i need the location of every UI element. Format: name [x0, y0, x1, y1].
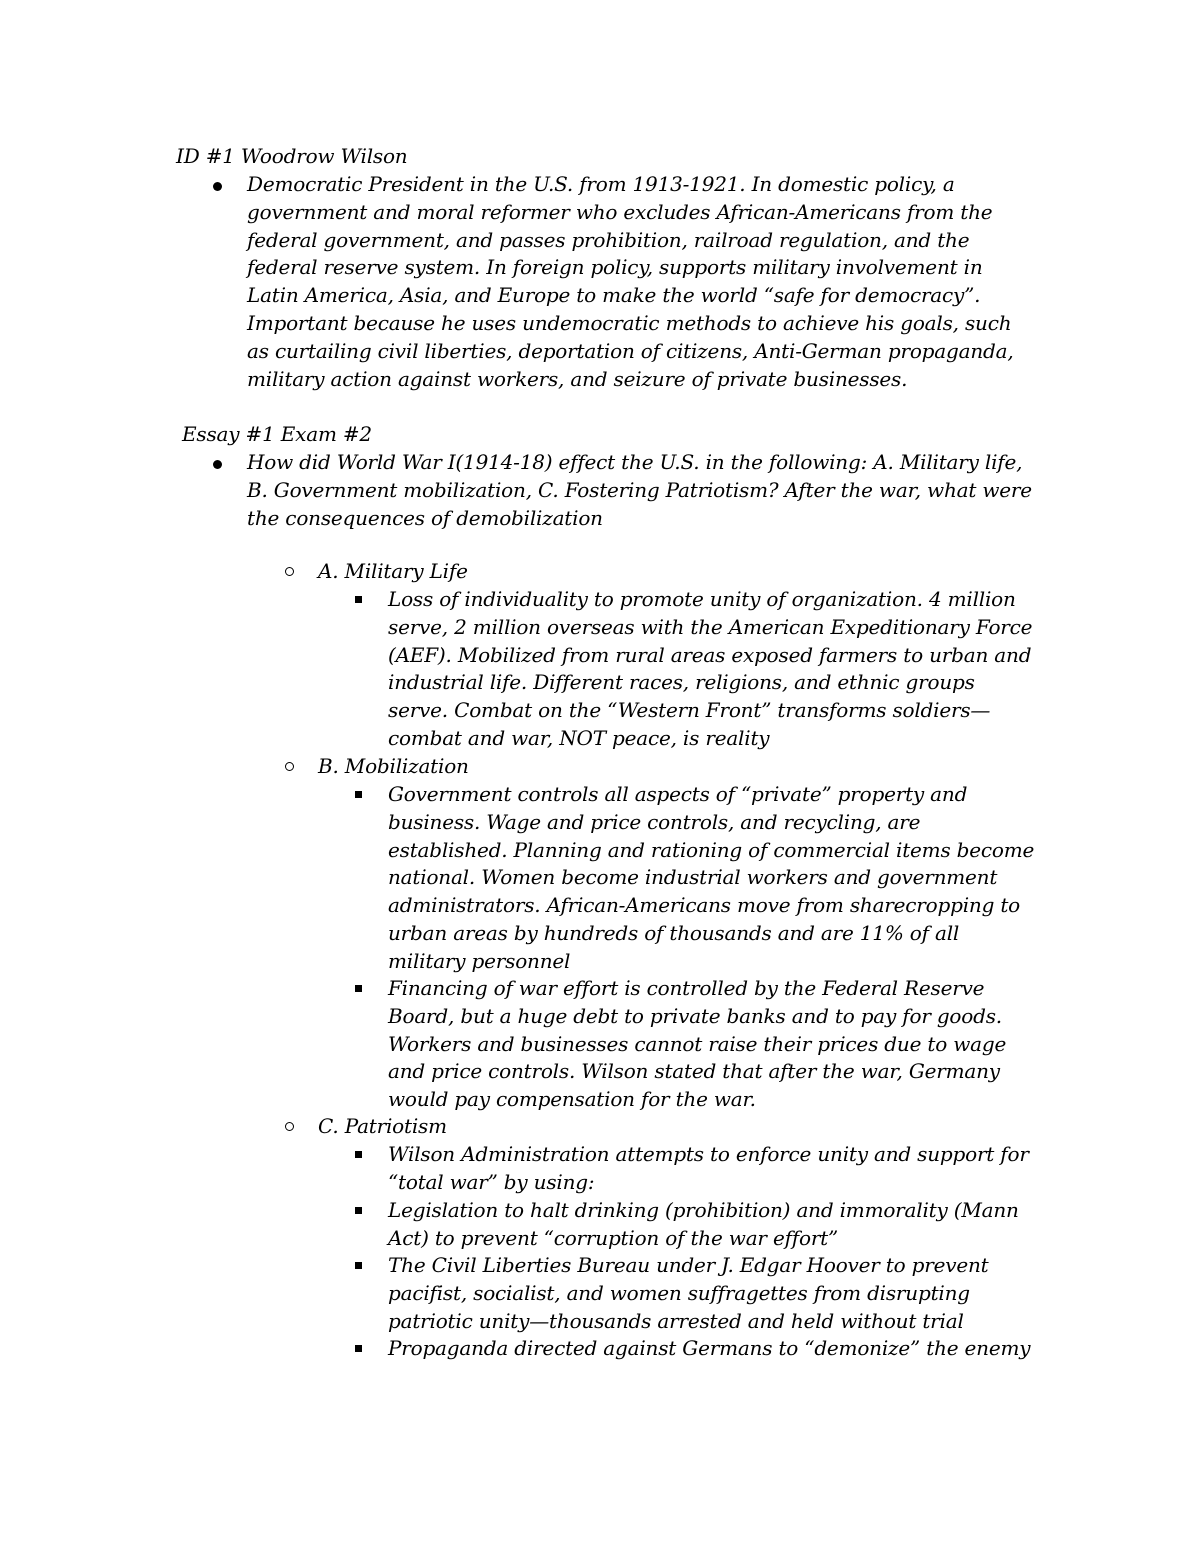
list-item-text: Legislation to halt drinking (prohibition) and immorality (Mann Act) to prevent “corruption of the war effort” [388, 1198, 1019, 1250]
wilson-bullet-text: Democratic President in the U.S. from 1913-1921. In domestic policy, a government and moral reformer who excludes African-Americans from the federal government, and passes prohibition, railroad regulation, and the federal reserve system. In foreign policy, supports military involvement in Latin America, Asia, and Europe to make the world “safe for democracy”. Important because he uses undemocratic methods to achieve his goals, such as curtailing civil liberties, deportation of citizens, Anti-German propaganda, military action against workers, and seizure of private businesses. [247, 172, 1014, 391]
list-item-text: Wilson Administration attempts to enforce unity and support for “total war” by using: [388, 1142, 1029, 1194]
list-item [388, 1252, 1038, 1335]
subsection-military-life [318, 558, 1018, 586]
list-item [388, 586, 1038, 753]
square-bullet [355, 596, 362, 603]
list-item [388, 1335, 1038, 1363]
id-heading: ID #1 Woodrow Wilson [176, 144, 408, 168]
wilson-bullet [247, 171, 1037, 393]
bullet-dot [213, 182, 222, 191]
square-bullet [355, 985, 362, 992]
subsection-mobilization [318, 753, 1018, 781]
list-item [388, 1197, 1038, 1253]
subsection-title: A. Military Life [318, 559, 468, 583]
square-bullet [355, 1345, 362, 1352]
essay-question [247, 449, 1037, 532]
circle-bullet [285, 762, 294, 771]
square-bullet [355, 1262, 362, 1269]
bullet-dot [213, 460, 222, 469]
square-bullet [355, 791, 362, 798]
list-item-text: Propaganda directed against Germans to “demonize” the enemy [388, 1336, 1031, 1360]
list-item [388, 781, 1038, 976]
square-bullet [355, 1207, 362, 1214]
list-item [388, 1141, 1038, 1197]
circle-bullet [285, 1122, 294, 1131]
subsection-title: C. Patriotism [318, 1114, 447, 1138]
list-item-text: Government controls all aspects of “private” property and business. Wage and price controls, and recycling, are established. Planning and rationing of commercial items become national. Women become industrial workers and government administrators. African-Americans move from sharecropping to urban areas by hundreds of thousands and are 11% of all military personnel [388, 782, 1035, 973]
list-item-text: Financing of war effort is controlled by the Federal Reserve Board, but a huge debt to private banks and to pay for goods. Workers and businesses cannot raise their prices due to wage and price controls. Wilson stated that after the war, Germany would pay compensation for the war. [388, 976, 1007, 1112]
essay-heading: Essay #1 Exam #2 [182, 422, 372, 446]
essay-question-text: How did World War I(1914-18) effect the U.S. in the following: A. Military life, B. Government mobilization, C. Fostering Patriotism? After the war, what were the consequences of demobilization [247, 450, 1032, 530]
subsection-title: B. Mobilization [318, 754, 469, 778]
list-item-text: Loss of individuality to promote unity of organization. 4 million serve, 2 million overseas with the American Expeditionary Force (AEF). Mobilized from rural areas exposed farmers to urban and industrial life. Different races, religions, and ethnic groups serve. Combat on the “Western Front” transforms soldiers—combat and war, NOT peace, is reality [388, 587, 1033, 750]
subsection-patriotism [318, 1113, 1018, 1141]
list-item-text: The Civil Liberties Bureau under J. Edgar Hoover to prevent pacifist, socialist, and women suffragettes from disrupting patriotic unity—thousands arrested and held without trial [388, 1253, 989, 1333]
list-item [388, 975, 1038, 1114]
circle-bullet [285, 567, 294, 576]
square-bullet [355, 1151, 362, 1158]
